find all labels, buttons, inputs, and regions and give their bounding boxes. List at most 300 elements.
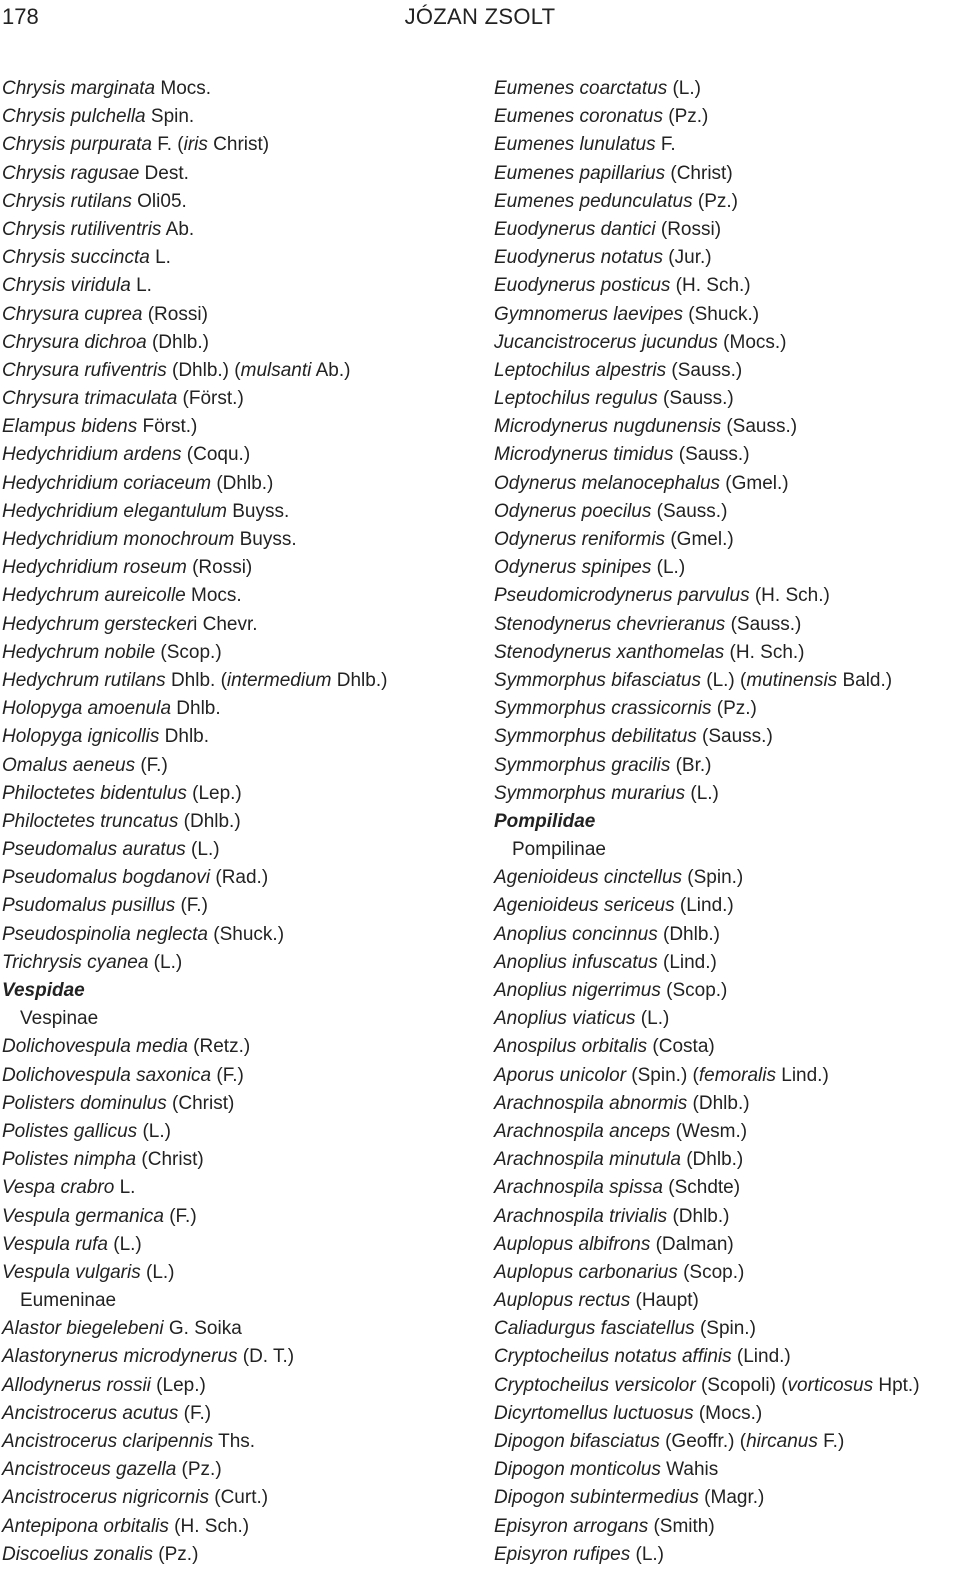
taxon-name: Pseudomalus bogdanovi xyxy=(2,867,211,889)
taxon-name: Cryptocheilus versicolor xyxy=(494,1374,696,1396)
species-entry xyxy=(2,216,472,244)
species-entry xyxy=(494,1428,960,1456)
taxon-name: Symmorphus murarius xyxy=(494,782,686,804)
taxon-authority: Spin. xyxy=(145,106,195,128)
species-entry xyxy=(2,75,472,103)
taxon-authority: (Haupt) xyxy=(630,1290,699,1312)
taxon-authority: (Scop.) xyxy=(677,1261,745,1283)
taxon-name: Odynerus reniformis xyxy=(494,529,666,550)
species-entry xyxy=(494,1372,960,1400)
species-entry xyxy=(494,1259,960,1287)
species-entry xyxy=(494,1203,960,1231)
species-entry xyxy=(494,695,960,723)
species-entry xyxy=(494,498,960,526)
taxon-name: Arachnospila spissa xyxy=(494,1177,663,1199)
taxon-name: femoralis xyxy=(698,1064,776,1086)
taxon-name: Chrysura trimaculata xyxy=(2,388,178,410)
taxon-authority: Buyss. xyxy=(234,529,297,550)
species-entry xyxy=(494,1118,960,1146)
taxon-authority: (Geoffr.) ( xyxy=(659,1431,747,1452)
taxon-authority: (Spin.) xyxy=(694,1318,756,1340)
taxon-authority: (Dhlb.) xyxy=(178,810,241,832)
taxon-authority: (Sauss.) xyxy=(696,726,773,748)
taxon-authority: (D. T.) xyxy=(237,1346,295,1368)
taxon-name: Psudomalus pusillus xyxy=(2,895,176,917)
species-entry xyxy=(494,667,960,695)
taxon-authority: (Lind.) xyxy=(657,951,717,973)
taxon-name: Arachnospila abnormis xyxy=(494,1092,688,1114)
taxon-authority: (H. Sch.) xyxy=(749,585,830,607)
taxon-authority: Mocs. xyxy=(155,78,212,99)
taxon-authority: (Gmel.) xyxy=(665,529,734,550)
taxon-name: Episyron rufipes xyxy=(494,1543,631,1565)
taxon-authority: (Sauss.) xyxy=(651,500,728,522)
taxon-name: Chrysis purpurata xyxy=(2,134,152,156)
taxon-authority: (L.) xyxy=(140,1261,175,1283)
taxon-authority: (Lep.) xyxy=(150,1374,206,1396)
taxon-authority: Dest. xyxy=(139,162,189,184)
species-entry xyxy=(2,244,472,272)
taxon-authority: (Christ) xyxy=(136,1149,204,1171)
taxon-name: Euodynerus dantici xyxy=(494,218,656,240)
taxon-name: Arachnospila anceps xyxy=(494,1120,671,1142)
species-entry xyxy=(2,808,472,836)
taxon-authority: (Shuck.) xyxy=(208,923,285,945)
right-column xyxy=(494,75,960,1569)
species-entry xyxy=(494,864,960,892)
taxon-authority: Mocs. xyxy=(185,585,242,607)
species-entry xyxy=(494,1456,960,1484)
taxon-name: Symmorphus gracilis xyxy=(494,754,671,776)
taxon-name: Philoctetes bidentulus xyxy=(2,782,187,804)
species-entry xyxy=(2,1456,472,1484)
taxon-authority: (Scop.) xyxy=(155,641,222,663)
taxon-authority: (L.) xyxy=(651,557,686,579)
taxon-authority: (Christ) xyxy=(665,162,733,184)
species-entry xyxy=(2,864,472,892)
species-entry xyxy=(2,131,472,159)
taxon-name: Cryptocheilus notatus affinis xyxy=(494,1346,732,1368)
taxon-authority: (Br.) xyxy=(670,754,712,776)
taxon-authority: Dhlb.) xyxy=(331,669,388,691)
taxon-authority: (H. Sch.) xyxy=(724,641,805,663)
species-entry xyxy=(2,554,472,582)
taxon-authority: (L.) xyxy=(630,1543,665,1565)
species-entry xyxy=(494,752,960,780)
left-column xyxy=(2,75,472,1569)
species-entry xyxy=(494,1005,960,1033)
taxon-name: Auplopus carbonarius xyxy=(494,1261,678,1283)
taxon-name: Eumenes papillarius xyxy=(494,162,666,184)
species-entry xyxy=(2,1203,472,1231)
species-entry xyxy=(494,1287,960,1315)
taxon-name: Caliadurgus fasciatellus xyxy=(494,1318,695,1340)
species-entry xyxy=(494,1146,960,1174)
taxon-name: Holopyga ignicollis xyxy=(2,726,160,748)
taxon-authority: (F.) xyxy=(175,895,208,917)
species-entry xyxy=(494,244,960,272)
species-entry xyxy=(2,1400,472,1428)
species-entry xyxy=(494,892,960,920)
species-entry xyxy=(494,977,960,1005)
species-entry xyxy=(2,1231,472,1259)
taxon-authority: (Dhlb.) xyxy=(146,331,209,353)
species-entry xyxy=(2,301,472,329)
taxon-authority: L. xyxy=(130,275,152,297)
taxon-authority: (Gmel.) xyxy=(720,472,789,494)
species-entry xyxy=(494,272,960,300)
taxon-authority: L. xyxy=(114,1177,136,1199)
taxon-authority: Bald.) xyxy=(837,669,893,691)
species-entry xyxy=(2,1484,472,1512)
taxon-name: Ancistrocerus nigricornis xyxy=(2,1487,209,1509)
taxon-authority: Ths. xyxy=(213,1431,256,1452)
taxon-authority: (Pz.) xyxy=(692,190,738,212)
taxon-name: Polistes gallicus xyxy=(2,1120,138,1142)
taxon-name: Anoplius concinnus xyxy=(494,923,658,945)
taxon-authority: (Sauss.) xyxy=(673,444,750,466)
taxon-name: Antepipona orbitalis xyxy=(2,1515,169,1537)
taxon-name: Chrysis pulchella xyxy=(2,106,146,128)
taxon-authority: (Sauss.) xyxy=(725,613,802,635)
species-entry xyxy=(2,1033,472,1061)
species-entry xyxy=(494,611,960,639)
page-number: 178 xyxy=(2,4,39,29)
taxon-name: Eumenes coronatus xyxy=(494,106,663,128)
species-entry xyxy=(2,836,472,864)
species-entry xyxy=(494,329,960,357)
species-entry xyxy=(494,1033,960,1061)
taxon-authority: Dhlb. xyxy=(159,726,210,748)
taxon-authority: (Dhlb.) xyxy=(667,1205,730,1227)
taxon-authority: F. xyxy=(655,134,676,156)
species-entry xyxy=(494,357,960,385)
taxon-name: Auplopus albifrons xyxy=(494,1233,651,1255)
taxon-authority: (F.) xyxy=(163,1205,197,1227)
taxon-authority: Ab.) xyxy=(311,359,351,381)
taxon-name: Ancistrocerus claripennis xyxy=(2,1431,214,1452)
species-entry xyxy=(2,385,472,413)
species-entry xyxy=(2,921,472,949)
taxon-name: Chrysis rutilans xyxy=(2,190,132,212)
taxon-name: Auplopus rectus xyxy=(494,1290,631,1312)
taxon-authority: (Coqu.) xyxy=(181,444,251,466)
species-entry xyxy=(494,1062,960,1090)
species-entry xyxy=(494,1174,960,1202)
taxon-name: Dicyrtomellus luctuosus xyxy=(494,1402,694,1424)
species-entry xyxy=(2,752,472,780)
taxon-name: Polisters dominulus xyxy=(2,1092,167,1114)
species-entry xyxy=(494,723,960,751)
taxon-authority: (Pz.) xyxy=(153,1543,199,1565)
species-entry xyxy=(494,413,960,441)
species-entry xyxy=(494,75,960,103)
taxon-authority: (Scopoli) ( xyxy=(695,1374,788,1396)
taxon-authority: (H. Sch.) xyxy=(670,275,751,297)
taxon-authority: (Pz.) xyxy=(663,106,709,128)
taxon-authority: (Dhlb.) xyxy=(687,1092,750,1114)
species-entry xyxy=(2,498,472,526)
taxon-name: Symmorphus bifasciatus xyxy=(494,669,701,691)
species-entry xyxy=(494,103,960,131)
taxon-name: Chrysura dichroa xyxy=(2,331,147,353)
taxon-name: Anoplius viaticus xyxy=(494,1008,636,1030)
taxon-name: Anoplius infuscatus xyxy=(494,951,658,973)
taxon-name: Hedychridium monochroum xyxy=(2,529,235,550)
species-entry xyxy=(2,160,472,188)
taxon-name: Stenodynerus chevrieranus xyxy=(494,613,726,635)
family-heading: Pompilidae xyxy=(494,810,596,832)
species-entry xyxy=(2,1146,472,1174)
taxon-name: Eumenes coarctatus xyxy=(494,78,668,99)
species-entry xyxy=(2,103,472,131)
species-entry xyxy=(2,695,472,723)
taxon-name: Allodynerus rossii xyxy=(2,1374,151,1396)
taxon-name: Elampus bidens xyxy=(2,416,138,438)
species-entry xyxy=(494,1484,960,1512)
taxon-name: Eumenes pedunculatus xyxy=(494,190,693,212)
taxon-name: Chrysis ragusae xyxy=(2,162,140,184)
species-entry xyxy=(2,639,472,667)
taxon-name: Trichrysis cyanea xyxy=(2,951,149,973)
species-entry xyxy=(2,441,472,469)
species-entry xyxy=(2,1541,472,1569)
taxon-authority: (Först.) xyxy=(177,388,244,410)
species-entry xyxy=(494,160,960,188)
taxon-authority: Lind.) xyxy=(775,1064,829,1086)
taxon-name: Hedychridium ardens xyxy=(2,444,182,466)
taxon-authority: Dhlb. xyxy=(171,698,221,720)
species-entry xyxy=(2,526,472,554)
taxon-name: intermedium xyxy=(226,669,332,691)
taxon-authority: (L.) xyxy=(685,782,719,804)
species-entry xyxy=(494,1343,960,1371)
taxon-authority: (F.) xyxy=(178,1402,212,1424)
subfamily-heading: Pompilinae xyxy=(512,839,606,861)
species-entry xyxy=(494,780,960,808)
taxon-authority: (Mocs.) xyxy=(693,1402,763,1424)
taxon-name: Microdynerus timidus xyxy=(494,444,674,466)
taxon-authority: (Schdte) xyxy=(662,1177,741,1199)
taxon-authority: Först.) xyxy=(137,416,198,438)
taxon-name: Holopyga amoenula xyxy=(2,698,172,720)
taxon-authority: (L.) xyxy=(635,1008,670,1030)
taxon-name: Anoplius nigerrimus xyxy=(494,980,661,1001)
taxon-authority: Oli05. xyxy=(131,190,187,212)
taxon-authority: (Dhlb.) xyxy=(657,923,721,945)
taxon-name: Ancistroceus gazella xyxy=(2,1459,177,1481)
taxon-authority: (F.) xyxy=(211,1064,244,1086)
taxon-name: Ancistrocerus acutus xyxy=(2,1402,179,1424)
taxon-authority: (Pz.) xyxy=(176,1459,222,1481)
page-header xyxy=(0,0,960,40)
species-entry xyxy=(2,667,472,695)
species-entry xyxy=(494,1541,960,1569)
taxon-authority: (Lep.) xyxy=(186,782,242,804)
species-entry xyxy=(2,272,472,300)
taxon-name: Chrysura cuprea xyxy=(2,303,143,325)
taxon-name: Chrysis marginata xyxy=(2,78,156,99)
taxon-authority: (L.) xyxy=(148,951,183,973)
species-entry xyxy=(2,1090,472,1118)
taxon-name: Arachnospila trivialis xyxy=(494,1205,668,1227)
species-entry xyxy=(494,188,960,216)
taxon-name: Hedychridium coriaceum xyxy=(2,472,212,494)
taxon-authority: (Scop.) xyxy=(660,980,728,1001)
taxon-name: Polistes nimpha xyxy=(2,1149,137,1171)
taxon-name: Agenioideus cinctellus xyxy=(494,867,683,889)
taxon-authority: G. Soika xyxy=(163,1318,242,1340)
taxon-authority: Wahis xyxy=(660,1459,719,1481)
taxon-name: Alastorynerus microdynerus xyxy=(2,1346,238,1368)
taxon-authority: Hpt.) xyxy=(873,1374,920,1396)
taxon-authority: (F.) xyxy=(135,754,168,776)
taxon-authority: (Curt.) xyxy=(208,1487,269,1509)
taxon-name: Symmorphus debilitatus xyxy=(494,726,697,748)
taxon-name: hircanus xyxy=(746,1431,818,1452)
taxon-authority: (Mocs.) xyxy=(717,331,787,353)
taxon-name: mutinensis xyxy=(746,669,838,691)
taxon-authority: (Shuck.) xyxy=(683,303,760,325)
running-head: JÓZAN ZSOLT xyxy=(404,4,556,29)
taxon-name: Hedychrum gerstecker xyxy=(2,613,194,635)
taxon-name: Dipogon subintermedius xyxy=(494,1487,699,1509)
taxon-name: Pseudospinolia neglecta xyxy=(2,923,208,945)
taxon-name: Gymnomerus laevipes xyxy=(494,303,684,325)
taxon-name: Dipogon bifasciatus xyxy=(494,1431,660,1452)
taxon-name: Odynerus poecilus xyxy=(494,500,652,522)
subfamily-heading: Eumeninae xyxy=(20,1290,117,1312)
species-entry xyxy=(2,1428,472,1456)
species-entry xyxy=(2,1513,472,1541)
taxon-authority: Christ) xyxy=(207,134,270,156)
taxon-authority: Buyss. xyxy=(226,500,290,522)
species-entry xyxy=(2,1259,472,1287)
species-entry xyxy=(494,1090,960,1118)
species-entry xyxy=(2,582,472,610)
taxon-authority: (Sauss.) xyxy=(657,388,734,410)
species-entry xyxy=(2,413,472,441)
taxon-name: Chrysis rutiliventris xyxy=(2,218,162,240)
species-entry xyxy=(2,780,472,808)
taxon-name: Chrysis viridula xyxy=(2,275,131,297)
taxon-name: Discoelius zonalis xyxy=(2,1543,154,1565)
taxon-name: Omalus aeneus xyxy=(2,754,136,776)
taxon-name: Aporus unicolor xyxy=(494,1064,627,1086)
taxon-name: Jucancistrocerus jucundus xyxy=(494,331,718,353)
family-heading: Vespidae xyxy=(2,980,85,1001)
taxon-name: Alastor biegelebeni xyxy=(2,1318,164,1340)
taxon-authority: (Retz.) xyxy=(187,1036,251,1058)
subfamily-heading: Vespinae xyxy=(20,1008,99,1030)
species-entry xyxy=(494,131,960,159)
taxon-name: Dolichovespula media xyxy=(2,1036,188,1058)
species-entry xyxy=(494,385,960,413)
species-entry xyxy=(494,554,960,582)
taxon-authority: (Lind.) xyxy=(731,1346,791,1368)
taxon-authority: (L.) ( xyxy=(700,669,747,691)
taxon-name: Pseudomicrodynerus parvulus xyxy=(494,585,750,607)
species-entry xyxy=(2,1062,472,1090)
taxon-authority: (Rossi) xyxy=(655,218,722,240)
species-entry xyxy=(2,892,472,920)
taxon-name: Vespula vulgaris xyxy=(2,1261,141,1283)
species-entry xyxy=(2,1174,472,1202)
taxon-authority: (Sauss.) xyxy=(721,416,798,438)
taxon-authority: (Rossi) xyxy=(186,557,253,579)
taxon-authority: (Dhlb.) ( xyxy=(166,359,241,381)
taxon-authority: F.) xyxy=(817,1431,845,1452)
taxon-name: Hedychridium roseum xyxy=(2,557,187,579)
taxon-name: Odynerus spinipes xyxy=(494,557,652,579)
taxon-authority: i Chevr. xyxy=(193,613,258,635)
taxon-name: Microdynerus nugdunensis xyxy=(494,416,722,438)
taxon-authority: L. xyxy=(149,247,171,269)
taxon-name: Hedychridium elegantulum xyxy=(2,500,227,522)
species-entry xyxy=(494,1315,960,1343)
taxon-authority: (Magr.) xyxy=(698,1487,765,1509)
taxon-name: Episyron arrogans xyxy=(494,1515,649,1537)
species-entry xyxy=(494,582,960,610)
taxon-name: Leptochilus regulus xyxy=(494,388,658,410)
taxon-name: Leptochilus alpestris xyxy=(494,359,667,381)
species-entry xyxy=(494,301,960,329)
species-entry xyxy=(2,1372,472,1400)
taxon-authority: (L.) xyxy=(185,839,220,861)
taxon-name: Agenioideus sericeus xyxy=(494,895,675,917)
taxon-authority: (Rossi) xyxy=(142,303,208,325)
taxon-authority: (Pz.) xyxy=(711,698,757,720)
taxon-authority: (Costa) xyxy=(647,1036,715,1058)
taxon-name: vorticosus xyxy=(787,1374,874,1396)
species-entry xyxy=(494,949,960,977)
taxon-authority: (Rad.) xyxy=(210,867,269,889)
taxon-name: Eumenes lunulatus xyxy=(494,134,656,156)
taxon-authority: (Jur.) xyxy=(663,247,712,269)
species-entry xyxy=(494,470,960,498)
taxon-name: Euodynerus posticus xyxy=(494,275,671,297)
taxon-authority: (Lind.) xyxy=(674,895,734,917)
taxon-authority: (Dhlb.) xyxy=(211,472,274,494)
taxon-name: Philoctetes truncatus xyxy=(2,810,179,832)
species-entry xyxy=(2,949,472,977)
species-entry xyxy=(2,611,472,639)
species-entry xyxy=(2,188,472,216)
taxon-name: Vespa crabro xyxy=(2,1177,115,1199)
taxon-authority: (Dalman) xyxy=(650,1233,734,1255)
taxon-name: Chrysis succincta xyxy=(2,247,150,269)
species-entry xyxy=(494,526,960,554)
taxon-authority: (Wesm.) xyxy=(670,1120,748,1142)
taxon-name: Symmorphus crassicornis xyxy=(494,698,712,720)
taxon-authority: (Christ) xyxy=(166,1092,235,1114)
taxon-authority: (H. Sch.) xyxy=(168,1515,250,1537)
species-entry xyxy=(2,329,472,357)
species-entry xyxy=(494,1231,960,1259)
taxon-name: Dolichovespula saxonica xyxy=(2,1064,212,1086)
taxon-name: Arachnospila minutula xyxy=(494,1149,681,1171)
taxon-name: Vespula germanica xyxy=(2,1205,164,1227)
taxon-authority: (L.) xyxy=(667,78,701,99)
species-entry xyxy=(494,216,960,244)
taxon-authority: Dhlb. ( xyxy=(165,669,227,691)
species-entry xyxy=(494,639,960,667)
species-entry xyxy=(2,1118,472,1146)
taxon-name: Vespula rufa xyxy=(2,1233,108,1255)
taxon-name: Euodynerus notatus xyxy=(494,247,664,269)
species-entry xyxy=(2,357,472,385)
species-entry xyxy=(494,921,960,949)
